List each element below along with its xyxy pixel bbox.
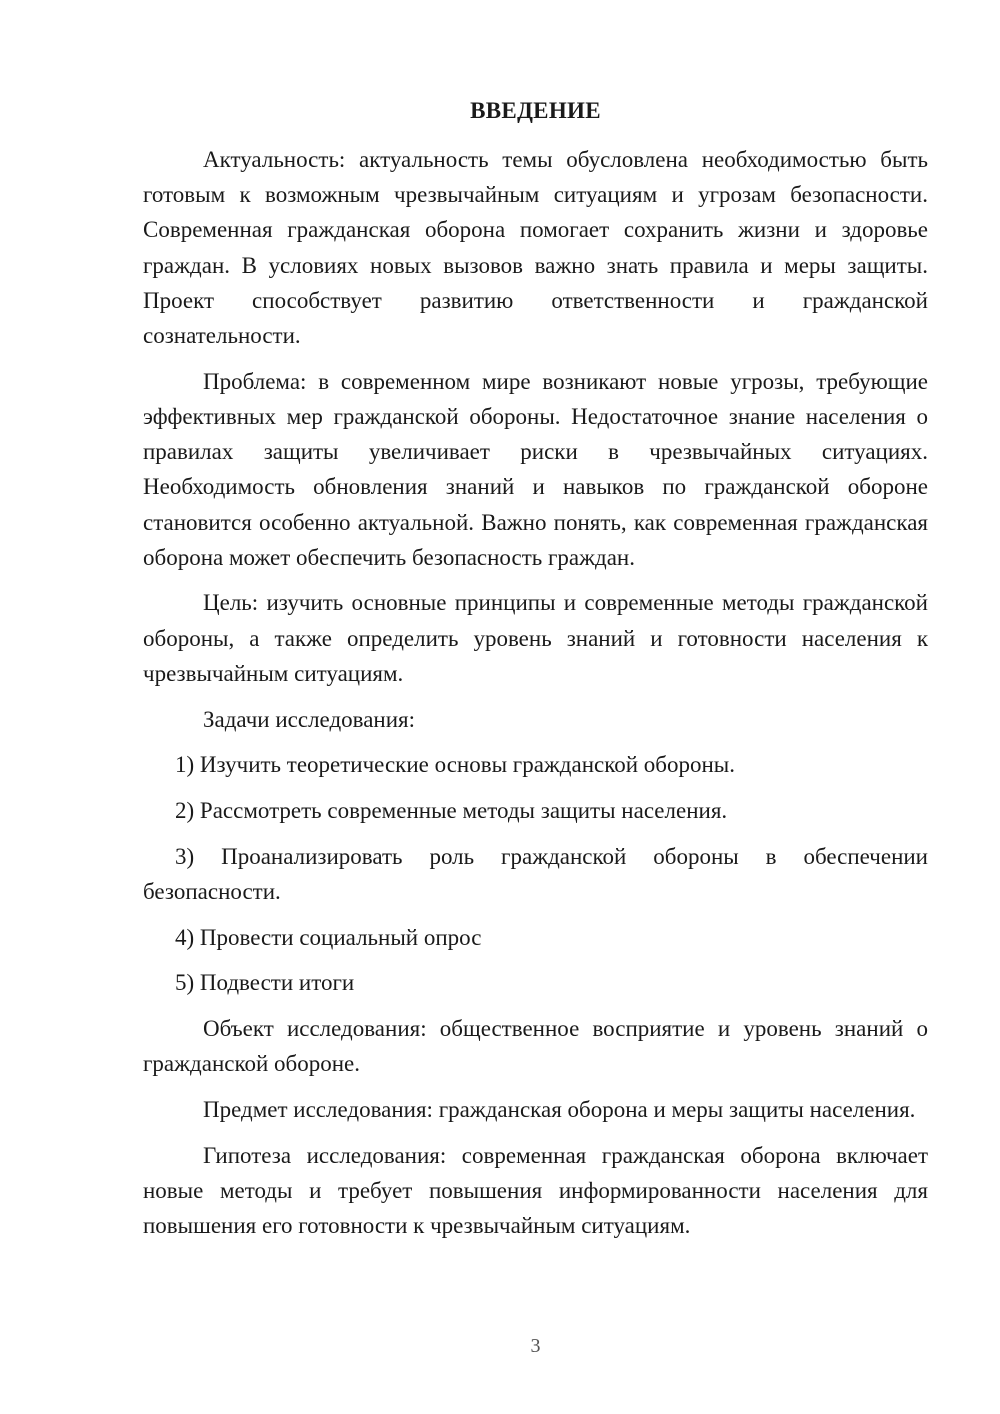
paragraph-hypothesis: Гипотеза исследования: современная гражданская оборона включает новые методы и требует повышения информированности населения для повышения его готовности к чрезвычайным ситуациям.: [143, 1142, 928, 1238]
document-body: [143, 142, 928, 1254]
task-item-3: 3) Проанализировать роль гражданской обороны в обеспечении безопасности.: [143, 843, 928, 904]
tasks-heading: Задачи исследования:: [203, 706, 416, 732]
paragraph-goal: Цель: изучить основные принципы и современные методы гражданской обороны, а также определить уровень знаний и готовности населения к чрезвычайным ситуациям.: [143, 590, 928, 686]
task-item-1: 1) Изучить теоретические основы гражданской обороны.: [175, 752, 736, 778]
task-item-4: 4) Провести социальный опрос: [175, 924, 482, 950]
paragraph-problem: Проблема: в современном мире возникают новые угрозы, требующие эффективных мер гражданской обороны. Недостаточное знание населения о правилах защиты увеличивает риски в чрезвычайных ситуациях. Необходимость обновления знаний и навыков по гражданской обороне становится особенно актуальной. Важно понять, как современная гражданская оборона может обеспечить безопасность граждан.: [143, 368, 928, 570]
paragraph-object: Объект исследования: общественное восприятие и уровень знаний о гражданской обороне.: [143, 1015, 928, 1077]
task-item-2: 2) Рассмотреть современные методы защиты населения.: [175, 797, 728, 823]
paragraph-subject: Предмет исследования: гражданская оборона и меры защиты населения.: [203, 1096, 916, 1122]
page-title: ВВЕДЕНИЕ: [470, 98, 601, 123]
task-item-5: 5) Подвести итоги: [175, 970, 355, 996]
paragraph-relevance: Актуальность: актуальность темы обусловлена необходимостью быть готовым к возможным чрезвычайным ситуациям и угрозам безопасности. Современная гражданская оборона помогает сохранить жизни и здоровье граждан. В условиях новых вызовов важно знать правила и меры защиты. Проект способствует развитию ответственности и гражданской сознательности.: [143, 147, 928, 349]
page-number: 3: [530, 1335, 541, 1357]
